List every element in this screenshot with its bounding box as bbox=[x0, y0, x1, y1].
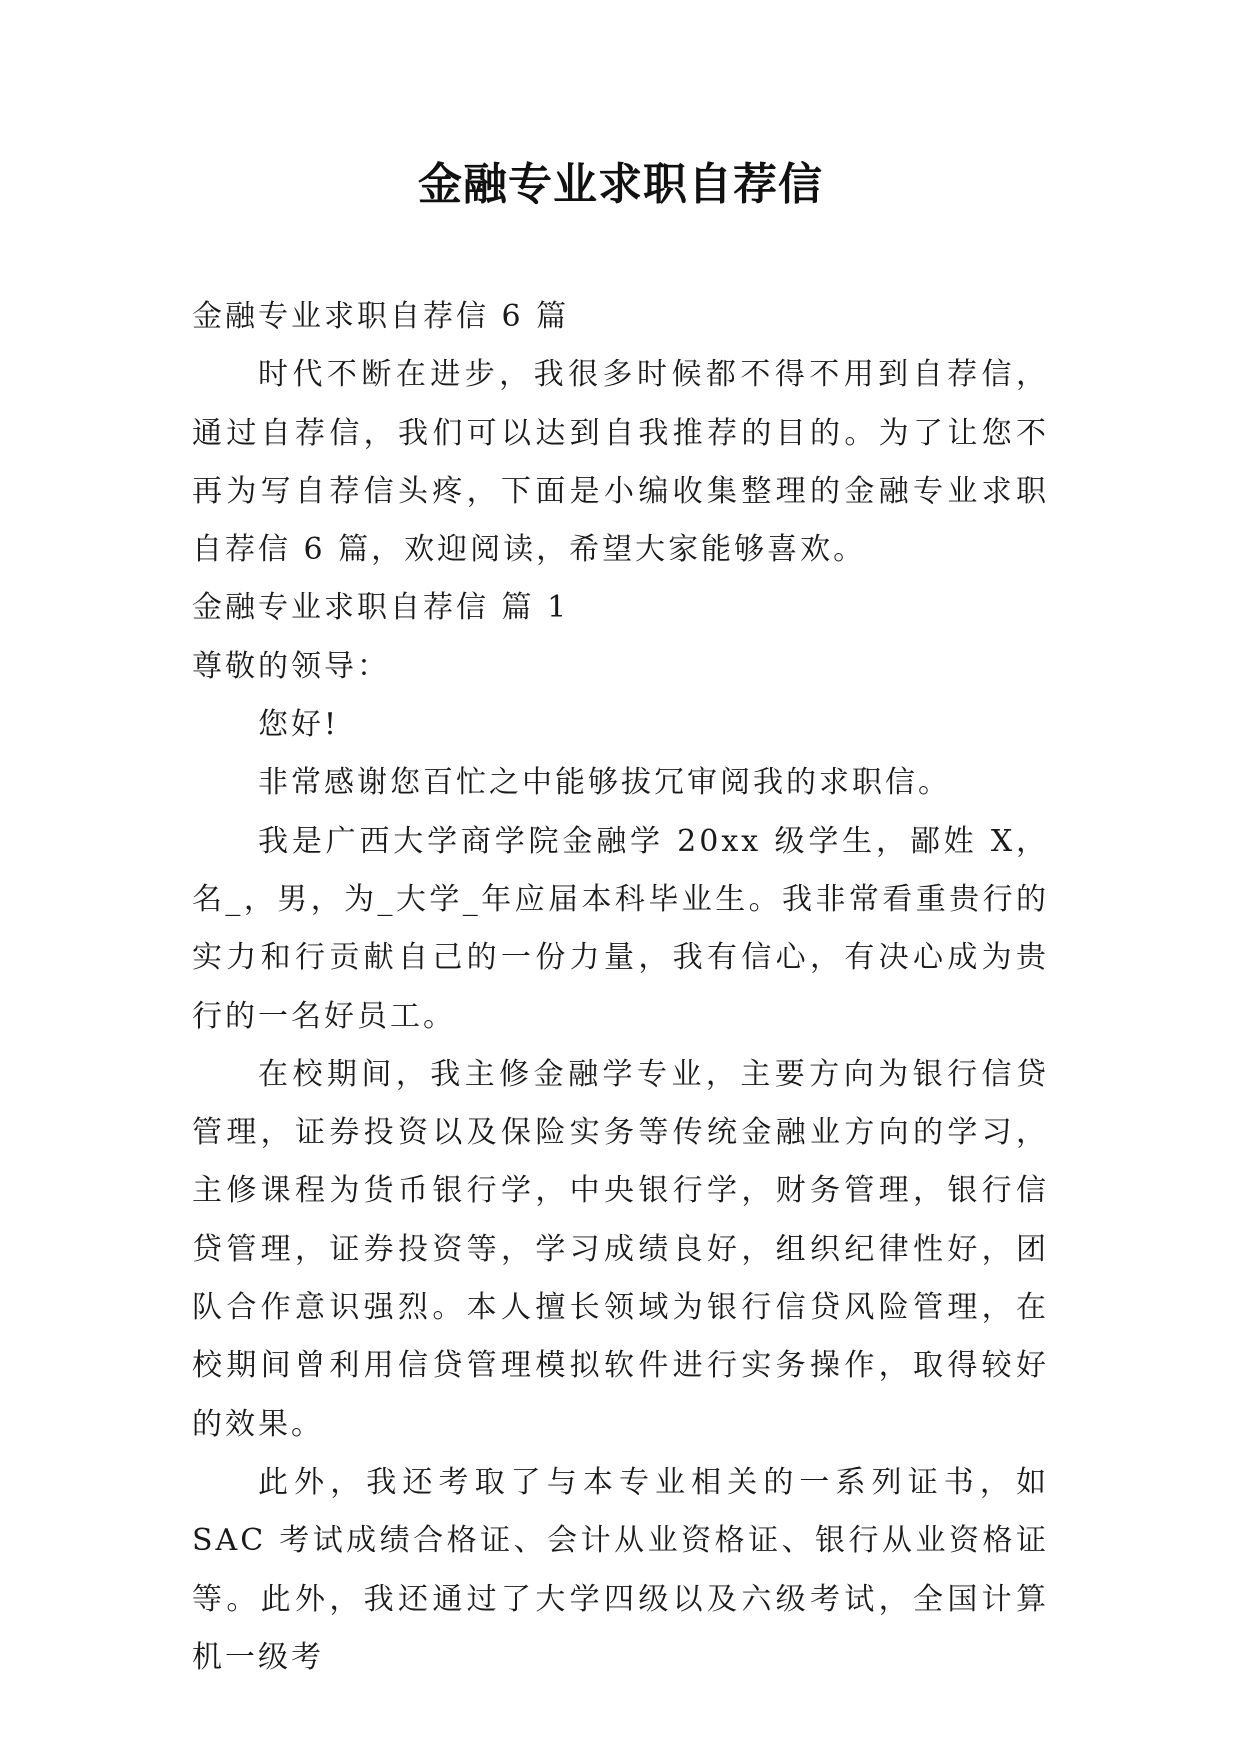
salutation: 尊敬的领导： bbox=[192, 648, 390, 684]
thanks-paragraph: 非常感谢您百忙之中能够拔冗审阅我的求职信。 bbox=[258, 765, 951, 801]
subtitle-line: 金融专业求职自荐信 6 篇 bbox=[192, 299, 570, 334]
intro-paragraph: 时代不断在进步，我很多时候都不得不用到自荐信，通过自荐信，我们可以达到自我推荐的目的。为了让您不再为写自荐信头疼，下面是小编收集整理的金融专业求职自荐信 6 篇，欢迎阅读，希望大家能够喜欢。 bbox=[192, 357, 1049, 568]
greeting: 您好! bbox=[258, 707, 340, 743]
self-intro-paragraph: 我是广西大学商学院金融学 20xx 级学生，鄙姓 X，名_，男，为_大学_年应届本科毕业生。我非常看重贵行的实力和行贡献自己的一份力量，我有信心，有决心成为贵行的一名好员工。 bbox=[192, 823, 1049, 1034]
document-body bbox=[192, 288, 1049, 1687]
certificate-paragraph: 此外，我还考取了与本专业相关的一系列证书，如 SAC 考试成绩合格证、会计从业资格证、银行从业资格证等。此外，我还通过了大学四级以及六级考试，全国计算机一级考 bbox=[192, 1464, 1049, 1675]
document-title: 金融专业求职自荐信 bbox=[418, 159, 823, 210]
section-heading: 金融专业求职自荐信 篇 1 bbox=[192, 590, 570, 626]
study-paragraph: 在校期间，我主修金融学专业，主要方向为银行信贷管理，证券投资以及保险实务等传统金融业方向的学习，主修课程为货币银行学，中央银行学，财务管理，银行信贷管理，证券投资等，学习成绩良好，组织纪律性好，团队合作意识强烈。本人擅长领域为银行信贷风险管理，在校期间曾利用信贷管理模拟软件进行实务操作，取得较好的效果。 bbox=[192, 1056, 1049, 1442]
